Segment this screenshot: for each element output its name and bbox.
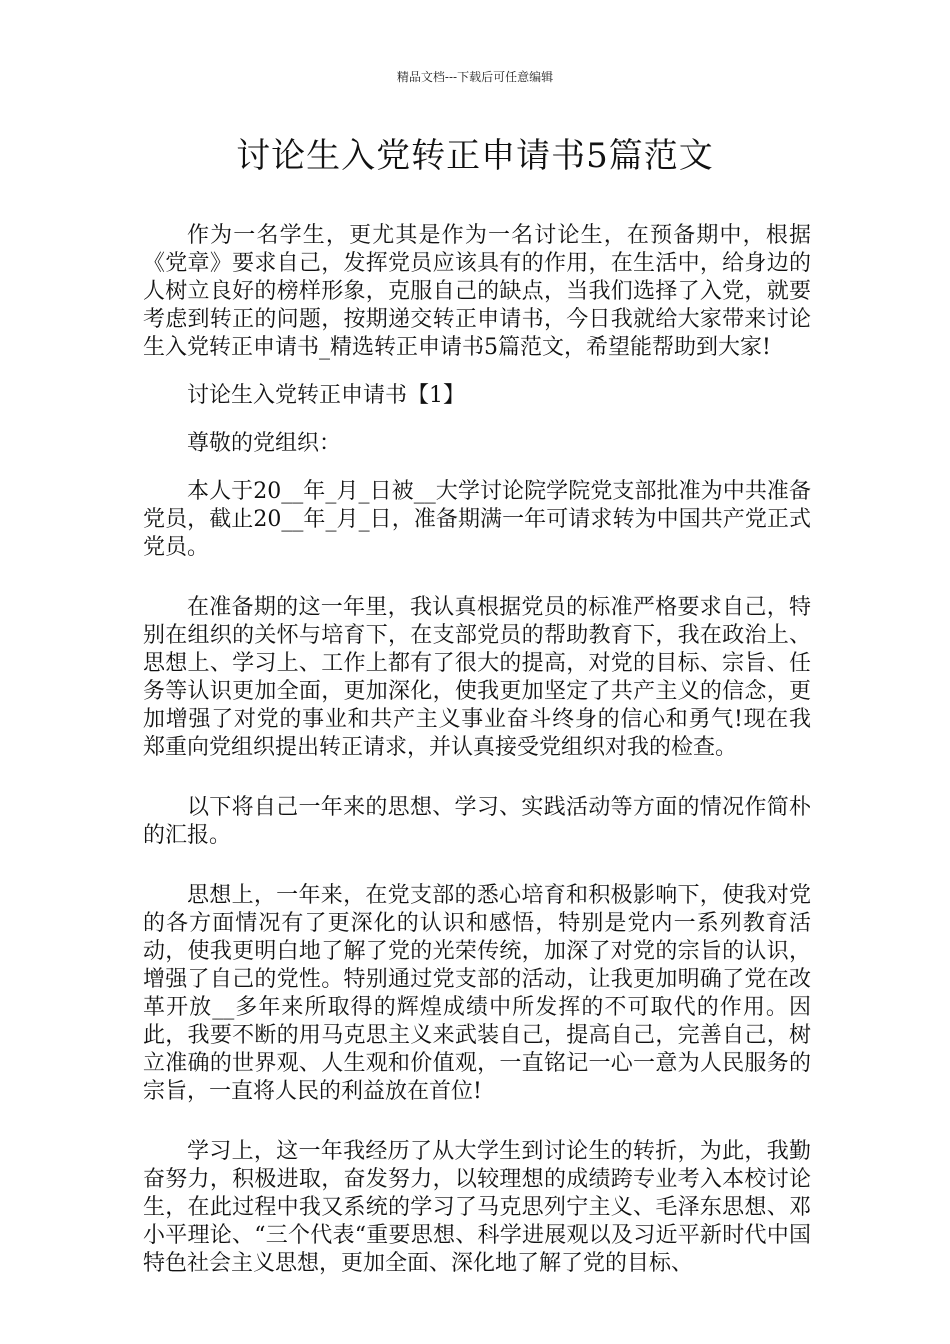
intro-paragraph: 作为一名学生，更尤其是作为一名讨论生，在预备期中，根据《党章》要求自己，发挥党员应该具有的作用，在生活中，给身边的人树立良好的榜样形象，克服自己的缺点，当我们选择了入党，就要考虑到转正的问题，按期递交转正申请书，今日我就给大家带来讨论生入党转正申请书_精选转正申请书5篇范文，希望能帮助到大家! <box>143 223 811 360</box>
body-paragraph-3: 以下将自己一年来的思想、学习、实践活动等方面的情况作简朴的汇报。 <box>143 795 811 848</box>
page-header: 精品文档---下载后可任意编辑 <box>396 70 554 84</box>
document-title: 讨论生入党转正申请书5篇范文 <box>236 136 714 176</box>
body-paragraph-1: 本人于20__年_月_日被__大学讨论院学院党支部批准为中共准备党员，截止20__年_月_日，准备期满一年可请求转为中国共产党正式党员。 <box>143 479 811 560</box>
body-paragraph-4: 思想上，一年来，在党支部的悉心培育和积极影响下，使我对党的各方面情况有了更深化的认识和感悟，特别是党内一系列教育活动，使我更明白地了解了党的光荣传统，加深了对党的宗旨的认识，增强了自己的党性。特别通过党支部的活动，让我更加明确了党在改革开放__多年来所取得的辉煌成绩中所发挥的不可取代的作用。因此，我要不断的用马克思主义来武装自己，提高自己，完善自己，树立准确的世界观、人生观和价值观，一直铭记一心一意为人民服务的宗旨，一直将人民的利益放在首位! <box>143 883 811 1104</box>
document-body <box>143 222 811 1278</box>
salutation: 尊敬的党组织： <box>187 431 342 456</box>
body-paragraph-5: 学习上，这一年我经历了从大学生到讨论生的转折，为此，我勤奋努力，积极进取，奋发努力，以较理想的成绩跨专业考入本校讨论生，在此过程中我又系统的学习了马克思列宁主义、毛泽东思想、邓小平理论、“三个代表“重要思想、科学进展观以及习近平新时代中国特色社会主义思想，更加全面、深化地了解了党的目标、 <box>143 1139 811 1276</box>
body-paragraph-2: 在准备期的这一年里，我认真根据党员的标准严格要求自己，特别在组织的关怀与培育下，在支部党员的帮助教育下，我在政治上、思想上、学习上、工作上都有了很大的提高，对党的目标、宗旨、任务等认识更加全面，更加深化，使我更加坚定了共产主义的信念，更加增强了对党的事业和共产主义事业奋斗终身的信心和勇气!现在我郑重向党组织提出转正请求，并认真接受党组织对我的检查。 <box>143 595 811 760</box>
section-heading: 讨论生入党转正申请书【1】 <box>187 383 465 408</box>
